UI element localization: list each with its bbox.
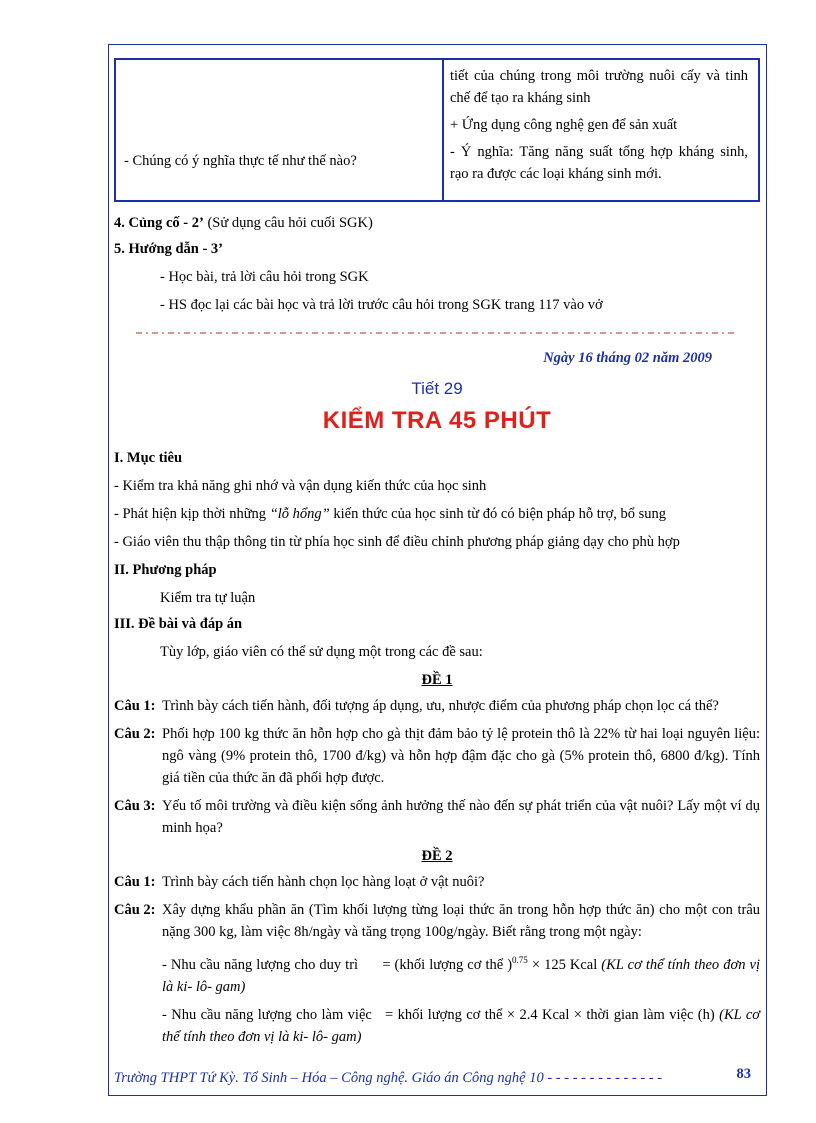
question-label: Câu 3: [114,798,156,814]
de1-question [114,723,760,789]
need2-text: - Nhu cầu năng lượng cho làm việc = khối lượng cơ thể × 2.4 Kcal × thời gian làm việc (h) [162,1006,720,1023]
energy-need-maintenance [162,949,760,998]
lesson-number: Tiết 29 [411,379,463,398]
table-answer-line: tiết của chúng trong môi trường nuôi cấy và tinh chế để tạo ra kháng sinh [450,68,748,106]
energy-need-work [162,1004,760,1048]
de1-question [114,795,760,839]
muctieu-item: - Kiểm tra khả năng ghi nhớ và vận dụng kiến thức của học sinh [114,478,487,494]
table-right-cell [443,59,759,201]
dash-dot-separator [136,328,738,338]
page-footer [114,1066,759,1087]
need1-note: (KL cơ thể tính theo đơn vị là ki- lô- gam) [162,956,760,995]
muctieu-item2-italic: “lỗ hổng” [269,506,330,522]
muctieu-item [114,503,760,525]
phuongphap-heading: II. Phương pháp [114,562,217,578]
question-text: Xây dựng khẩu phần ăn (Tìm khối lượng từng loại thức ăn trong hỗn hợp thức ăn) cho một con trâu nặng 300 kg, làm việc 8h/ngày và tăng trọng 100g/ngày. Biết rằng trong một ngày: [162,902,760,940]
lesson-date: Ngày 16 tháng 02 năm 2009 [543,350,712,366]
cungco-label: 4. Củng cố - 2’ [114,215,204,231]
need1-exponent: 0.75 [512,955,528,965]
footer-text: Trường THPT Tứ Kỳ. Tổ Sinh – Hóa – Công nghệ. Giáo án Công nghệ 10 - - - - - - - - - - - - - - [114,1070,663,1086]
muctieu-item: - Giáo viên thu thập thông tin từ phía học sinh để điều chỉnh phương pháp giảng dạy cho phù hợp [114,534,680,550]
question-label: Câu 1: [114,874,156,890]
separator-line [136,328,738,338]
de2-title: ĐỀ 2 [421,848,453,864]
question-body [162,899,760,1048]
muctieu-item2-end: kiến thức của học sinh từ đó có biện pháp hỗ trợ, bổ sung [329,506,667,522]
muctieu-item2-start: - Phát hiện kịp thời những [114,506,270,522]
question-label: Câu 1: [114,698,156,714]
question-text: Yếu tố môi trường và điều kiện sống ảnh hưởng thế nào đến sự phát triển của vật nuôi? Lấy một ví dụ minh họa? [162,798,760,836]
table-left-cell [115,59,443,201]
question-text: Trình bày cách tiến hành, đối tượng áp dụng, ưu, nhược điểm của phương pháp chọn lọc cá thể? [162,698,719,714]
muctieu-heading: I. Mục tiêu [114,450,183,466]
de2-question [114,899,760,1048]
debai-intro: Tùy lớp, giáo viên có thể sử dụng một trong các đề sau: [160,644,483,660]
exam-title: KIỂM TRA 45 PHÚT [322,407,552,434]
question-text: Phối hợp 100 kg thức ăn hỗn hợp cho gà thịt đảm bảo tỷ lệ protein thô là 22% từ hai loại nguyên liệu: ngô vàng (9% protein thô, 1700 đ/kg) và hỗn hợp đậm đặc cho gà (5% protein thô, 6800 đ/kg). Tính giá tiền của thức ăn đã phối hợp được. [162,726,760,786]
cungco-text: (Sử dụng câu hỏi cuối SGK) [203,215,373,231]
huongdan-heading: 5. Hướng dẫn - 3’ [114,241,223,257]
huongdan-item: - Học bài, trả lời câu hỏi trong SGK [160,269,369,285]
debai-heading: III. Đề bài và đáp án [114,616,243,632]
lesson-table [114,58,760,202]
table-answer-line: - Ý nghĩa: Tăng năng suất tổng hợp kháng sinh, rạo ra được các loại kháng sinh mới. [450,144,748,182]
page-number: 83 [736,1066,751,1082]
need1-text-end: × 125 Kcal [527,956,602,973]
de1-title: ĐỀ 1 [421,672,453,688]
question-label: Câu 2: [114,726,156,742]
need2-note: (KL cơ thể tính theo đơn vị là ki- lô- gam) [162,1006,760,1045]
page-content [114,58,760,1048]
de1-question [114,695,760,717]
table-question: - Chúng có ý nghĩa thực tế như thế nào? [124,153,357,169]
table-answer-line: + Ứng dụng công nghệ gen để sản xuất [450,117,678,133]
huongdan-item: - HS đọc lại các bài học và trả lời trước câu hỏi trong SGK trang 117 vào vở [160,297,603,313]
question-label: Câu 2: [114,902,156,918]
need1-text: - Nhu cầu năng lượng cho duy trì = (khối lượng cơ thể ) [162,956,513,973]
de2-question [114,871,760,893]
question-text: Trình bày cách tiến hành chọn lọc hàng loạt ở vật nuôi? [162,874,485,890]
cungco-line [114,212,760,234]
phuongphap-text: Kiểm tra tự luận [160,590,256,606]
